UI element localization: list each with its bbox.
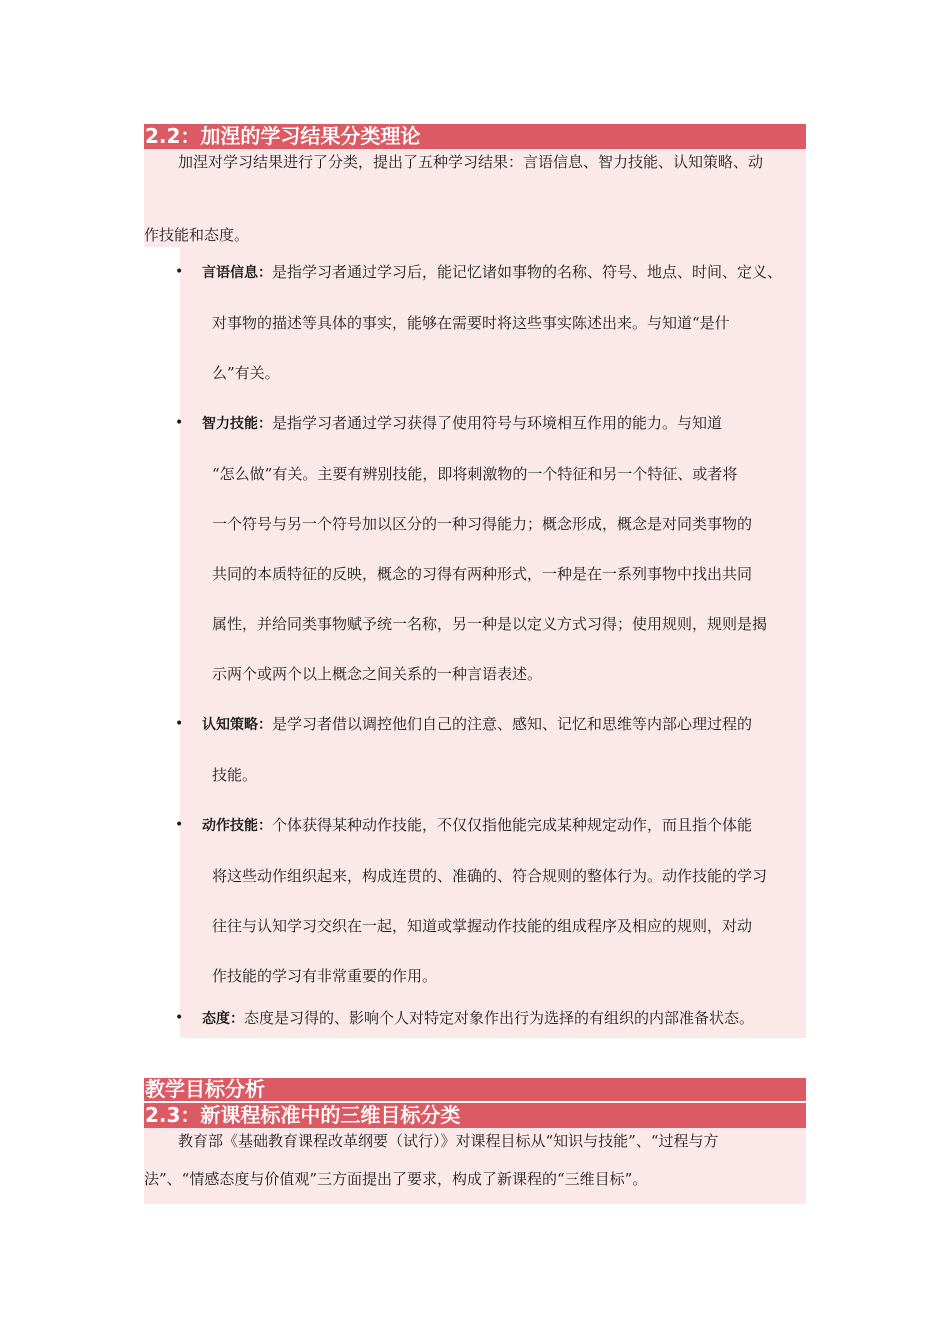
list-item	[175, 699, 806, 800]
bullet-icon: •	[175, 1010, 184, 1026]
item-text: 态度是习得的、影响个人对特定对象作出行为选择的有组织的内部准备状态。	[244, 1009, 755, 1027]
list-item-line: 示两个或两个以上概念之间关系的一种言语表述。	[212, 665, 543, 683]
section-gap	[144, 1038, 806, 1078]
item-text: 是学习者借以调控他们自己的注意、感知、记忆和思维等内部心理过程的	[272, 715, 753, 733]
intro-line-1: 加涅对学习结果进行了分类，提出了五种学习结果：言语信息、智力技能、认知策略、动	[178, 153, 764, 171]
main-heading: 教学目标分析	[144, 1078, 806, 1101]
list-item-line	[175, 800, 806, 851]
item-text: 是指学习者通过学习后，能记忆诸如事物的名称、符号、地点、时间、定义、	[272, 263, 783, 281]
bullet-icon: •	[175, 264, 184, 280]
section-2-3-body	[144, 1128, 806, 1204]
list-item	[175, 1001, 806, 1038]
list-item-line: 作技能的学习有非常重要的作用。	[212, 967, 438, 985]
list-item	[175, 398, 806, 699]
intro-paragraph-cont	[144, 1154, 806, 1204]
intro-paragraph	[144, 149, 806, 199]
item-term: 言语信息：	[202, 265, 272, 281]
list-item-line	[175, 699, 806, 750]
intro-line-1: 教育部《基础教育课程改革纲要（试行）》对课程目标从“知识与技能”、“过程与方	[178, 1132, 719, 1150]
intro-paragraph-cont	[144, 199, 806, 248]
intro-line-2: 法”、“情感态度与价值观”三方面提出了要求，构成了新课程的“三维目标”。	[144, 1170, 648, 1188]
list-item-line: 将这些动作组织起来，构成连贯的、准确的、符合规则的整体行为。动作技能的学习	[212, 867, 768, 885]
document-page	[144, 124, 806, 1204]
list-item-line: 对事物的描述等具体的事实，能够在需要时将这些事实陈述出来。与知道“是什	[212, 314, 730, 332]
section-heading-2-3: 2.3：新课程标准中的三维目标分类	[144, 1103, 806, 1128]
list-item	[175, 800, 806, 1001]
section-2-2-body	[144, 149, 806, 247]
bullet-icon: •	[175, 716, 184, 732]
intro-paragraph	[144, 1128, 806, 1154]
list-item-line: 么”有关。	[212, 364, 280, 382]
list-item-line: 技能。	[212, 766, 258, 784]
list-item-line: 属性，并给同类事物赋予统一名称，另一种是以定义方式习得；使用规则，规则是揭	[212, 615, 768, 633]
item-text: 是指学习者通过学习获得了使用符号与环境相互作用的能力。与知道	[272, 414, 723, 432]
item-text: 个体获得某种动作技能，不仅仅指他能完成某种规定动作，而且指个体能	[272, 816, 753, 834]
list-item-line: “怎么做”有关。主要有辨别技能，即将刺激物的一个特征和另一个特征、或者将	[212, 465, 738, 483]
bullet-icon: •	[175, 415, 184, 431]
section-heading-2-2: 2.2：加涅的学习结果分类理论	[144, 124, 806, 149]
outcomes-block	[175, 247, 806, 1038]
intro-line-2: 作技能和态度。	[144, 226, 250, 244]
item-term: 认知策略：	[202, 717, 272, 733]
list-item-line: 一个符号与另一个符号加以区分的一种习得能力；概念形成，概念是对同类事物的	[212, 515, 753, 533]
item-term: 动作技能：	[202, 818, 272, 834]
list-item	[175, 247, 806, 398]
list-item-line: 往往与认知学习交织在一起，知道或掌握动作技能的组成程序及相应的规则，对动	[212, 917, 753, 935]
learning-outcomes-list	[175, 247, 806, 1038]
list-item-line	[175, 398, 806, 449]
list-item-line	[175, 1001, 806, 1038]
item-term: 态度：	[202, 1011, 244, 1027]
item-term: 智力技能：	[202, 416, 272, 432]
list-item-line: 共同的本质特征的反映，概念的习得有两种形式，一种是在一系列事物中找出共同	[212, 565, 753, 583]
bullet-icon: •	[175, 817, 184, 833]
list-item-line	[175, 247, 806, 298]
